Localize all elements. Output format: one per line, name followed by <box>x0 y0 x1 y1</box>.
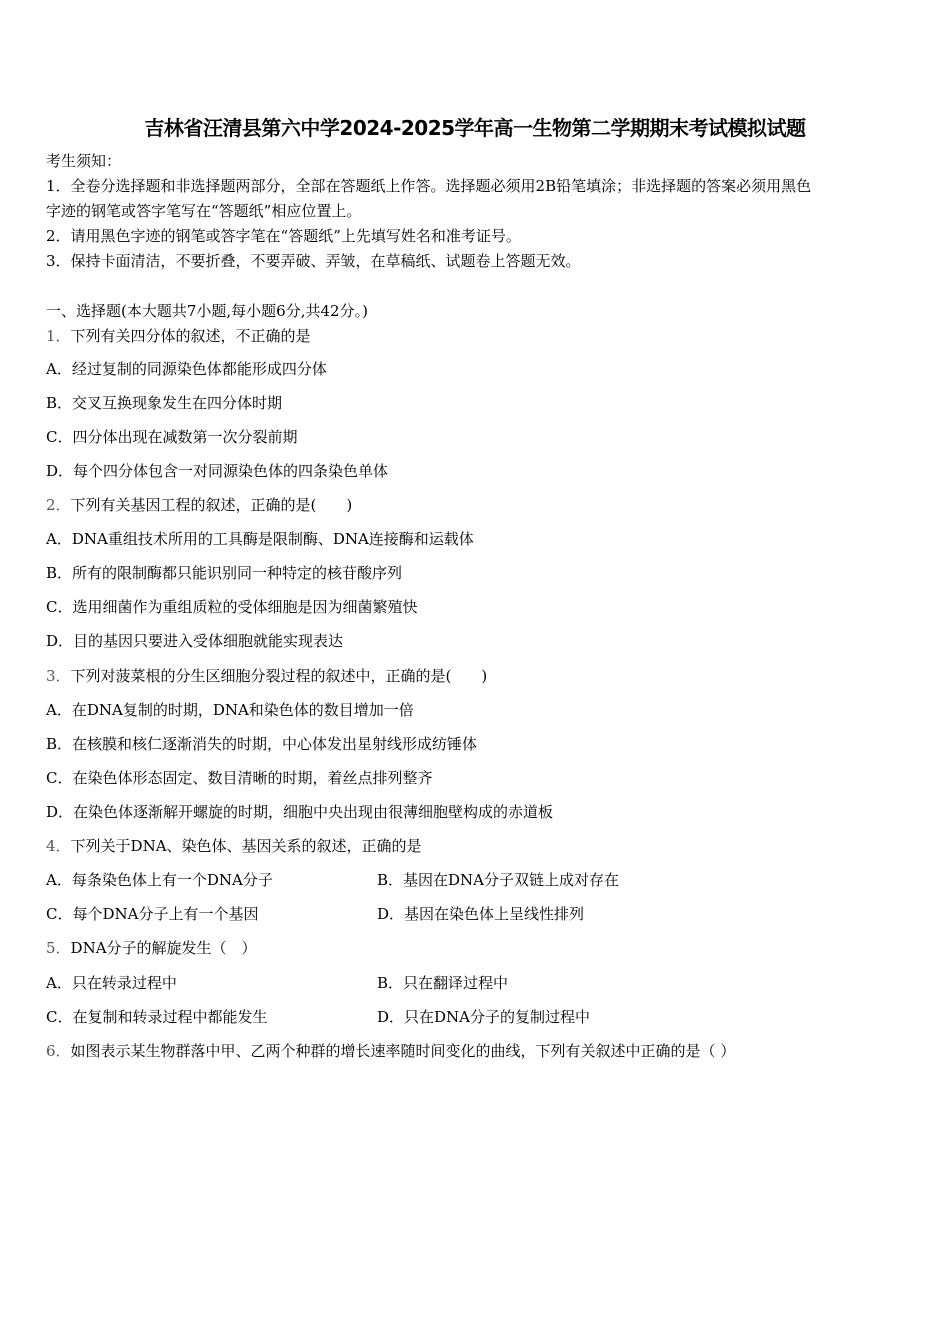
option: D．每个四分体包含一对同源染色体的四条染色单体 <box>46 462 389 480</box>
option: B．所有的限制酶都只能识别同一种特定的核苷酸序列 <box>46 564 403 582</box>
option: B．交叉互换现象发生在四分体时期 <box>46 394 283 412</box>
option: C．每个DNA分子上有一个基因 <box>46 905 259 923</box>
option: A．每条染色体上有一个DNA分子 <box>46 871 273 889</box>
notice-item: 字迹的钢笔或答字笔写在“答题纸”相应位置上。 <box>46 202 362 220</box>
question-stem: 下列有关四分体的叙述，不正确的是 <box>70 327 311 345</box>
notice-item: 3．保持卡面清洁，不要折叠，不要弄破、弄皱，在草稿纸、试题卷上答题无效。 <box>46 252 581 270</box>
option: A．只在转录过程中 <box>46 974 177 992</box>
option: B．基因在DNA分子双链上成对存在 <box>377 871 620 889</box>
option: A．经过复制的同源染色体都能形成四分体 <box>46 360 327 378</box>
question-stem: 下列对菠菜根的分生区细胞分裂过程的叙述中，正确的是( ) <box>70 667 488 685</box>
question-number: 5． <box>46 939 71 957</box>
question-5 <box>46 938 257 958</box>
question-2 <box>46 495 352 515</box>
notice-heading: 考生须知： <box>46 152 122 170</box>
question-stem: DNA分子的解旋发生（ ） <box>70 939 257 957</box>
question-number: 3． <box>46 667 71 685</box>
option: A．在DNA复制的时期，DNA和染色体的数目增加一倍 <box>46 701 414 719</box>
notice-item: 2．请用黑色字迹的钢笔或答字笔在“答题纸”上先填写姓名和准考证号。 <box>46 227 521 245</box>
notice-item: 1．全卷分选择题和非选择题两部分，全部在答题纸上作答。选择题必须用2B铅笔填涂；非选择题的答案必须用黑色 <box>46 177 812 195</box>
question-3 <box>46 666 487 686</box>
option: C．选用细菌作为重组质粒的受体细胞是因为细菌繁殖快 <box>46 598 418 616</box>
option: C．在复制和转录过程中都能发生 <box>46 1008 268 1026</box>
option: A．DNA重组技术所用的工具酶是限制酶、DNA连接酶和运载体 <box>46 530 474 548</box>
question-stem: 下列有关基因工程的叙述，正确的是( ) <box>70 496 353 514</box>
question-6 <box>46 1041 735 1061</box>
option: C．四分体出现在减数第一次分裂前期 <box>46 428 298 446</box>
option: D．目的基因只要进入受体细胞就能实现表达 <box>46 632 344 650</box>
option: C．在染色体形态固定、数目清晰的时期，着丝点排列整齐 <box>46 769 433 787</box>
page-title: 吉林省汪清县第六中学2024-2025学年高一生物第二学期期末考试模拟试题 <box>144 116 806 140</box>
option: B．只在翻译过程中 <box>377 974 509 992</box>
question-number: 6． <box>46 1042 71 1060</box>
section-heading: 一、选择题(本大题共7小题,每小题6分,共42分。) <box>46 302 368 320</box>
question-number: 4． <box>46 837 71 855</box>
question-number: 1． <box>46 327 71 345</box>
option: B．在核膜和核仁逐渐消失的时期，中心体发出星射线形成纺锤体 <box>46 735 478 753</box>
question-stem: 如图表示某生物群落中甲、乙两个种群的增长速率随时间变化的曲线，下列有关叙述中正确的是（ ） <box>70 1042 736 1060</box>
question-number: 2． <box>46 496 71 514</box>
question-stem: 下列关于DNA、染色体、基因关系的叙述，正确的是 <box>70 837 422 855</box>
option: D．基因在染色体上呈线性排列 <box>377 905 585 923</box>
option: D．在染色体逐渐解开螺旋的时期，细胞中央出现由很薄细胞壁构成的赤道板 <box>46 803 554 821</box>
question-4 <box>46 836 422 856</box>
question-1 <box>46 326 311 346</box>
option: D．只在DNA分子的复制过程中 <box>377 1008 591 1026</box>
